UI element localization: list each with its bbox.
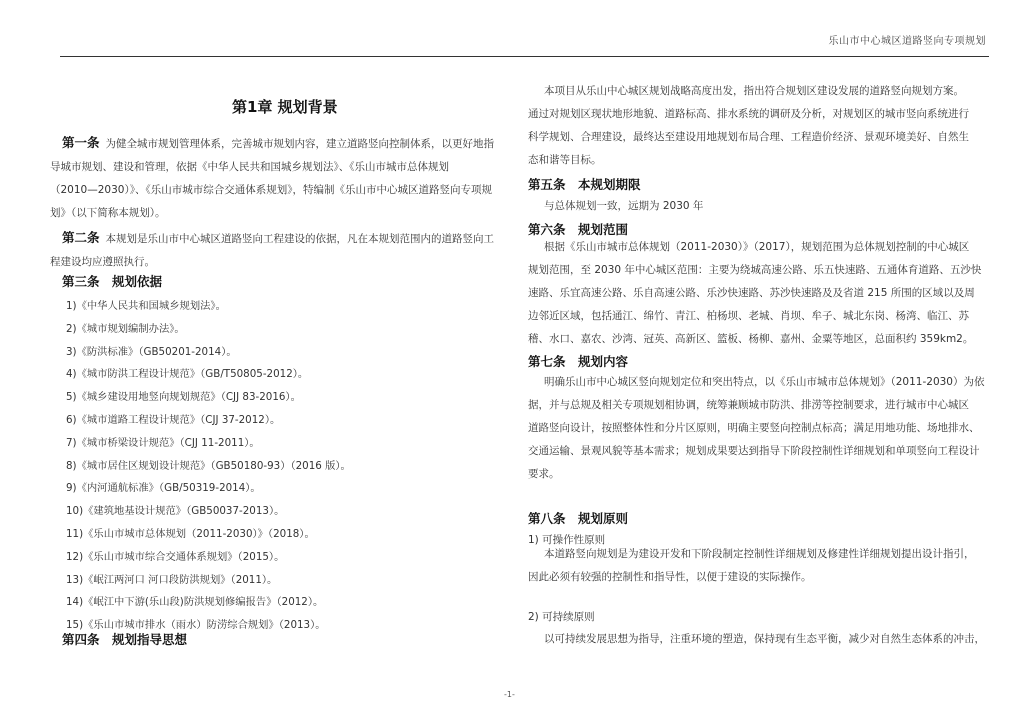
article-5-title: 第五条 本规划期限	[528, 177, 641, 192]
article-6-line: 稽、水口、嘉农、沙湾、冠英、高新区、篮板、杨柳、嘉州、金粟等地区，总面积约 359km2。	[528, 333, 974, 345]
intro-line: 通过对规划区现状地形地貌、道路标高、排水系统的调研及分析，对规划区的城市竖向系统进行	[528, 108, 969, 120]
basis-item: 1)《中华人民共和国城乡规划法》。	[66, 300, 226, 312]
principle-2-line: 以可持续发展思想为指导，注重环境的塑造，保持现有生态平衡，减少对自然生态体系的冲击，	[544, 633, 985, 645]
article-4-title: 第四条 规划指导思想	[62, 632, 188, 647]
basis-item: 11)《乐山市城市总体规划（2011-2030）》（2018）。	[66, 528, 315, 540]
intro-paragraph	[528, 80, 974, 172]
article-8-title: 第八条 规划原则	[528, 511, 629, 526]
article-6-line: 根据《乐山市城市总体规划（2011-2030）》（2017），规划范围为总体规划控制的中心城区	[544, 241, 970, 253]
article-6-line: 速路、乐宜高速公路、乐自高速公路、乐沙快速路、苏沙快速路及及省道 215 所围的区域以及周	[528, 287, 975, 299]
basis-item: 2)《城市规划编制办法》。	[66, 323, 185, 335]
article-2-line: 本规划是乐山市中心城区道路竖向工程建设的依据，凡在本规划范围内的道路竖向工	[105, 233, 495, 245]
principle-2-title: 2) 可持续原则	[528, 611, 595, 623]
article-7-title: 第七条 规划内容	[528, 354, 629, 369]
article-2-line: 程建设均应遵照执行。	[50, 256, 155, 268]
principle-1-paragraph	[528, 543, 974, 589]
article-1	[50, 131, 508, 225]
intro-line: 科学规划、合理建设，最终达至建设用地规划布局合理、工程造价经济、景观环境美好、自然生	[528, 131, 969, 143]
header-divider	[60, 56, 989, 57]
basis-item: 10)《建筑地基设计规范》（GB50037-2013）。	[66, 505, 285, 517]
article-1-line: 为健全城市规划管理体系，完善城市规划内容，建立道路竖向控制体系，以更好地指	[105, 138, 495, 150]
intro-line: 态和谐等目标。	[528, 154, 602, 166]
basis-item: 15)《乐山市城市排水（雨水）防涝综合规划》（2013）。	[66, 619, 326, 631]
basis-item: 13)《岷江两河口 河口段防洪规划》（2011）。	[66, 574, 278, 586]
article-7-line: 要求。	[528, 468, 560, 480]
intro-line: 本项目从乐山中心城区规划战略高度出发，指出符合规划区建设发展的道路竖向规划方案。	[544, 85, 964, 97]
article-6-paragraph	[528, 236, 982, 351]
basis-item: 3)《防洪标准》（GB50201-2014）。	[66, 346, 237, 358]
article-7-line: 道路竖向设计，按照整体性和分片区原则，明确主要竖向控制点标高；满足用地功能、场地排水、	[528, 422, 980, 434]
article-6-line: 规划范围，至 2030 年中心城区范围：主要为绕城高速公路、乐五快速路、五通体育道路、五沙快	[528, 264, 982, 276]
basis-item: 14)《岷江中下游(乐山段)防洪规划修编报告》（2012）。	[66, 596, 324, 608]
article-7-line: 明确乐山市中心城区竖向规划定位和突出特点，以《乐山市城市总体规划》（2011-2030）为依	[544, 376, 985, 388]
article-7-paragraph	[528, 371, 985, 486]
page-number: -1-	[504, 690, 515, 699]
article-3-title: 第三条 规划依据	[62, 274, 163, 289]
article-2-label: 第二条	[62, 230, 100, 245]
chapter-title: 第1章 规划背景	[232, 98, 338, 116]
basis-item: 4)《城市防洪工程设计规范》（GB/T50805-2012）。	[66, 368, 309, 380]
article-7-line: 交通运输、景观风貌等基本需求；规划成果要达到指导下阶段控制性详细规划和单项竖向工程设计	[528, 445, 980, 457]
basis-item: 12)《乐山市城市综合交通体系规划》（2015）。	[66, 551, 285, 563]
basis-item: 6)《城市道路工程设计规范》（CJJ 37-2012）。	[66, 414, 281, 426]
header-title: 乐山市中心城区道路竖向专项规划	[828, 36, 986, 47]
article-1-line: 导城市规划、建设和管理，依据《中华人民共和国城乡规划法》、《乐山市城市总体规划	[50, 161, 449, 173]
article-6-title: 第六条 规划范围	[528, 222, 629, 237]
article-5-text: 与总体规划一致，远期为 2030 年	[544, 200, 704, 212]
article-2	[50, 226, 508, 274]
basis-item: 5)《城乡建设用地竖向规划规范》（CJJ 83-2016）。	[66, 391, 301, 403]
article-1-label: 第一条	[62, 135, 100, 150]
basis-item: 7)《城市桥梁设计规范》（CJJ 11-2011）。	[66, 437, 260, 449]
basis-item: 8)《城市居住区规划设计规范》（GB50180-93）（2016 版）。	[66, 460, 351, 472]
article-1-line: （2010—2030）》、《乐山市城市综合交通体系规划》，特编制《乐山市中心城区道路竖向专项规	[50, 184, 492, 196]
article-1-line: 划》（以下简称本规划）。	[50, 207, 166, 219]
principle-1-title: 1) 可操作性原则	[528, 534, 606, 546]
principle-1-line: 本道路竖向规划是为建设开发和下阶段制定控制性详细规划及修建性详细规划提出设计指引，	[544, 548, 975, 560]
basis-item: 9)《内河通航标准》（GB/50319-2014）。	[66, 482, 261, 494]
principle-1-line: 因此必须有较强的控制性和指导性，以便于建设的实际操作。	[528, 571, 812, 583]
article-6-line: 边邻近区域，包括通江、绵竹、青江、柏杨坝、老城、肖坝、牟子、城北东岗、杨湾、临江、苏	[528, 310, 969, 322]
article-7-line: 据，并与总规及相关专项规划相协调，统筹兼顾城市防洪、排涝等控制要求，进行城市中心城区	[528, 399, 969, 411]
